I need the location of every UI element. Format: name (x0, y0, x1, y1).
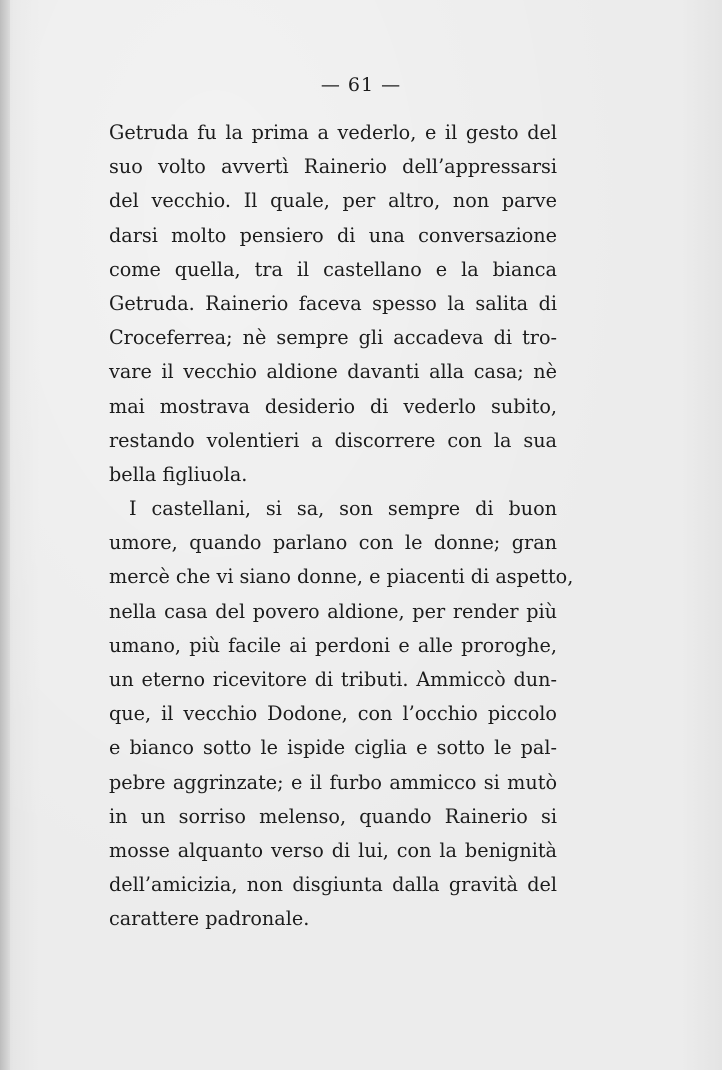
page-spine-shadow (0, 0, 10, 1070)
text-line: mercè che vi siano donne, e piacenti di aspetto, (109, 565, 574, 589)
text-line: umore, quando parlano con le donne; gran (109, 531, 557, 555)
text-line: Getruda fu la prima a vederlo, e il gesto del (109, 121, 557, 144)
text-line: del vecchio. Il quale, per altro, non parve (109, 189, 557, 213)
text-line: vare il vecchio aldione davanti alla casa; nè (109, 360, 557, 384)
text-line: umano, più facile ai perdoni e alle proroghe, (109, 633, 557, 657)
paragraph-2 (109, 492, 574, 936)
text-line: Getruda. Rainerio faceva spesso la salita di (109, 291, 557, 315)
page-number (0, 74, 722, 96)
page-number-text: — 61 — (320, 74, 402, 96)
text-line: carattere padronale. (109, 907, 310, 931)
text-line: dell’amicizia, non disgiunta dalla gravità del (109, 873, 557, 897)
text-line: come quella, tra il castellano e la bianca (109, 257, 557, 281)
text-line: I castellani, si sa, son sempre di buon (129, 497, 557, 521)
text-line: in un sorriso melenso, quando Rainerio si (109, 804, 557, 828)
text-line: un eterno ricevitore di tributi. Ammiccò dun- (109, 668, 557, 691)
text-line: pebre aggrinzate; e il furbo ammicco si mutò (109, 770, 557, 794)
text-line: restando volentieri a discorrere con la sua (109, 428, 557, 452)
paragraph-1 (109, 116, 557, 492)
text-line: suo volto avvertì Rainerio dell’appressarsi (109, 155, 557, 179)
text-line: e bianco sotto le ispide ciglia e sotto le pal- (109, 736, 557, 760)
text-line: nella casa del povero aldione, per render più (109, 599, 557, 623)
text-line: mosse alquanto verso di lui, con la benignità (109, 838, 557, 862)
text-line: bella figliuola. (109, 462, 248, 486)
text-line: Croceferrea; nè sempre gli accadeva di tro- (109, 326, 557, 350)
text-line: que, il vecchio Dodone, con l’occhio piccolo (109, 702, 557, 726)
body-text (109, 116, 574, 937)
text-line: darsi molto pensiero di una conversazione (109, 223, 557, 247)
text-line: mai mostrava desiderio di vederlo subito, (109, 394, 557, 418)
